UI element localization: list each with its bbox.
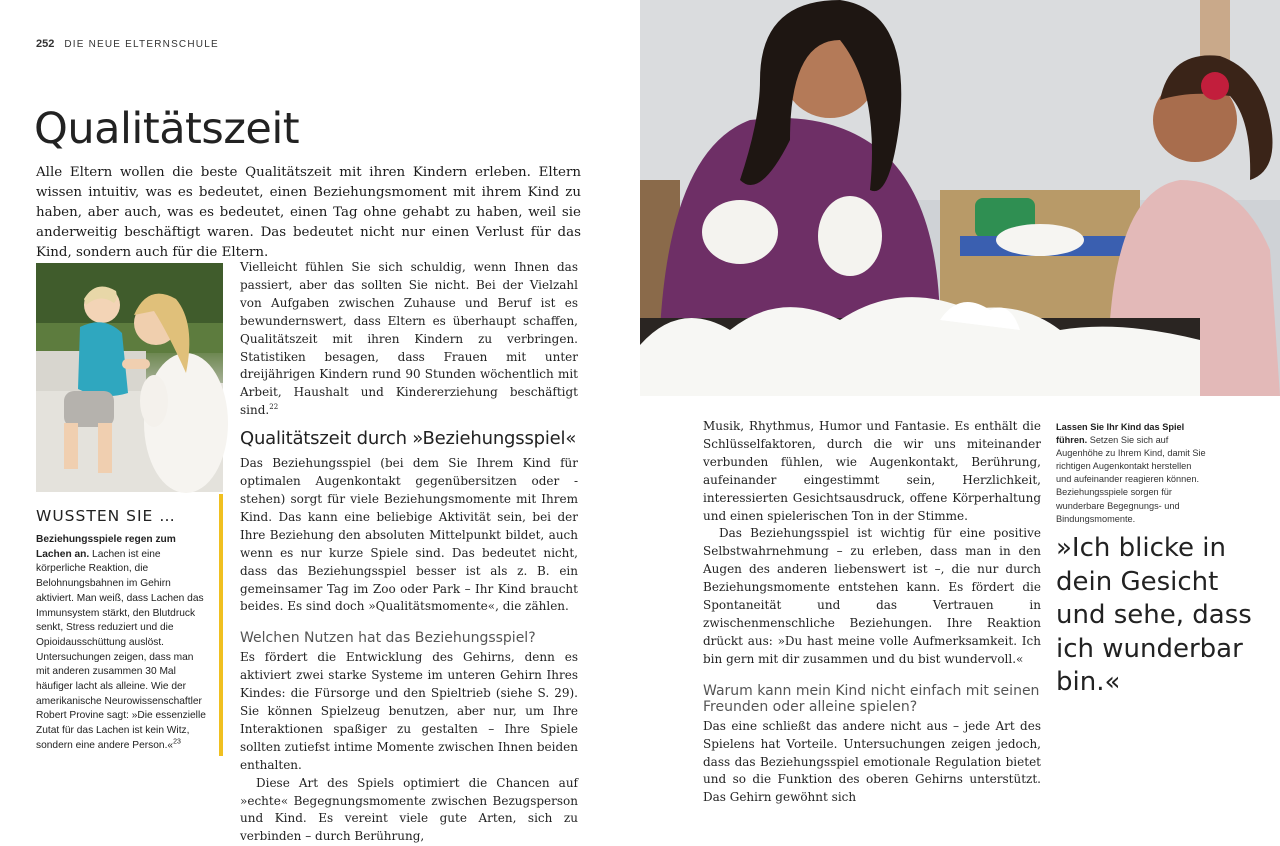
left-text-column xyxy=(240,259,578,846)
paragraph: Das eine schließt das andere nicht aus – jede Art des Spielens hat Vorteile. Untersuchungen zeigen jedoch, dass das Beziehungsspiel emotionale Regulation bietet und so die Funktion des oberen Gehirns unterstützt. Das Gehirn gewöhnt sich xyxy=(703,718,1041,805)
pull-quote: »Ich blicke in dein Gesicht und sehe, dass ich wunderbar bin.« xyxy=(1056,533,1252,697)
foam-play-illustration xyxy=(640,0,1280,396)
paragraph: Vielleicht fühlen Sie sich schuldig, wenn Ihnen das passiert, aber das sollten Sie nicht. Bei der Vielzahl von Aufgaben zwischen Zuhause und Beruf ist es bewundernswert, dass Eltern es überhaupt schaffen, Qualitätszeit mit ihren Kindern zu verbringen. Statistiken besagen, dass Frauen mit unter dreijährigen Kindern rund 90 Stunden wöchentlich mit Arbeit, Haushalt und Kindererziehung beschäftigt sind.$^{22}$ xyxy=(240,260,578,418)
running-head xyxy=(36,38,219,50)
paragraph: Diese Art des Spiels optimiert die Chancen auf »echte« Begegnungsmomente zwischen Bezugsperson und Kind. Es vereint viele gute Arten, sich zu verbinden – durch Berührung, xyxy=(240,775,578,844)
box-heading: WUSSTEN SIE … xyxy=(36,507,176,525)
box-body: Lachen ist eine körperliche Reaktion, die Belohnungsbahnen im Gehirn aktiviert. Man weiß, dass Lachen das Immunsystem stärkt, den Blutdruck senkt, Stress reduziert und die Opioidausschüttung auslöst. Untersuchungen zeigen, dass man mit anderen zusammen 30 Mal häufiger lacht als alleine. Wie der amerikanische Neurowissenschaftler Robert Provine sagt: »Die essenzielle Zutat für das Lachen ist kein Witz, sondern eine andere Person.« xyxy=(36,548,206,751)
subsection-heading: Warum kann mein Kind nicht einfach mit seinen Freunden oder alleine spielen? xyxy=(703,682,1040,715)
right-text-column xyxy=(703,418,1041,807)
paragraph: Das Beziehungsspiel (bei dem Sie Ihrem Kind für optimalen Augenkontakt gegenübersitzen oder -stehen) sorgt für viele Beziehungsmomente mit Ihrem Kind. Das kann eine beliebige Aktivität sein, bei der Ihre Beziehung den absoluten Mittelpunkt bildet, auch wenn es nur kurze Spiele sind. Das bedeutet nicht, dass das Beziehungsspiel besser ist als z. B. ein gemeinsamer Tag im Zoo oder Park – Ihr Kind braucht beides. Es sind doch »Qualitätsmomente«, die zählen. xyxy=(240,456,578,614)
box-footnote: 23 xyxy=(173,738,181,746)
box-lead: Beziehungsspiele regen zum Lachen an. xyxy=(36,534,176,560)
mother-child-photo xyxy=(36,263,223,492)
caption-lead: Lassen Sie Ihr Kind das Spiel führen. xyxy=(1056,422,1185,446)
accent-bar xyxy=(219,494,223,756)
book-title: DIE NEUE ELTERNSCHULE xyxy=(64,39,219,50)
paragraph: Es fördert die Entwicklung des Gehirns, denn es aktiviert zwei starke Systeme im unteren Gehirn Ihres Kindes: die Fürsorge und den Spieltrieb (siehe S. 29). Sie können Spielzeug benutzen, aber nur, um Ihre Interaktionen spaßiger zu gestalten – Ihre Spiele sollten zutiefst intime Momente zwischen Ihnen beiden enthalten. xyxy=(240,650,578,772)
footnote-ref: 22 xyxy=(269,403,279,412)
photo-caption xyxy=(1056,421,1206,526)
mother-child-illustration xyxy=(36,263,223,492)
paragraph: Das Beziehungsspiel ist wichtig für eine positive Selbstwahrnehmung – zu erleben, dass man in den Augen des anderen liebenswert ist –, die nur durch Beziehungsmomente entstehen kann. Es fördert die Spontaneität und das Vertrauen in zwischenmenschliche Beziehungen. Ihre Reaktion drückt aus: »Du hast meine volle Aufmerksamkeit. Ich bin gern mit dir zusammen und du bist wundervoll.« xyxy=(703,526,1041,666)
paragraph: Musik, Rhythmus, Humor und Fantasie. Es enthält die Schlüsselfaktoren, durch die wir uns miteinander verbunden fühlen, wie Augenkontakt, Berührung, aufeinander eingestimmt sein, Herzlichkeit, interessierten Gesichtsausdruck, offene Körperhaltung und einen spielerischen Ton in der Stimme. xyxy=(703,419,1041,523)
did-you-know-box xyxy=(36,507,208,754)
subsection-heading: Welchen Nutzen hat das Beziehungsspiel? xyxy=(240,630,536,647)
foam-play-photo xyxy=(640,0,1280,396)
caption-text: Setzen Sie sich auf Augenhöhe zu Ihrem Kind, damit Sie richtigen Augenkontakt herstellen und aufeinander reagieren können. Beziehungsspiele sorgen für wunderbare Begegnungs- und Bindungsmomente. xyxy=(1056,435,1206,524)
right-page xyxy=(640,0,1280,815)
left-page xyxy=(0,0,640,844)
section-heading: Qualitätszeit durch »Beziehungsspiel« xyxy=(240,428,577,450)
page-title: Qualitätszeit xyxy=(34,104,300,154)
box-text xyxy=(36,533,208,754)
intro-paragraph: Alle Eltern wollen die beste Qualitätszeit mit ihren Kindern erleben. Eltern wissen intuitiv, was es bedeutet, einen Beziehungsmoment mit ihrem Kind zu haben, aber auch, was es bedeutet, einen Tag ohne gehabt zu haben, weil sie anderweitig beschäftigt waren. Das bedeutet nicht nur einen Verlust für das Kind, sondern auch für die Eltern. xyxy=(36,165,581,260)
page-number: 252 xyxy=(36,38,55,50)
